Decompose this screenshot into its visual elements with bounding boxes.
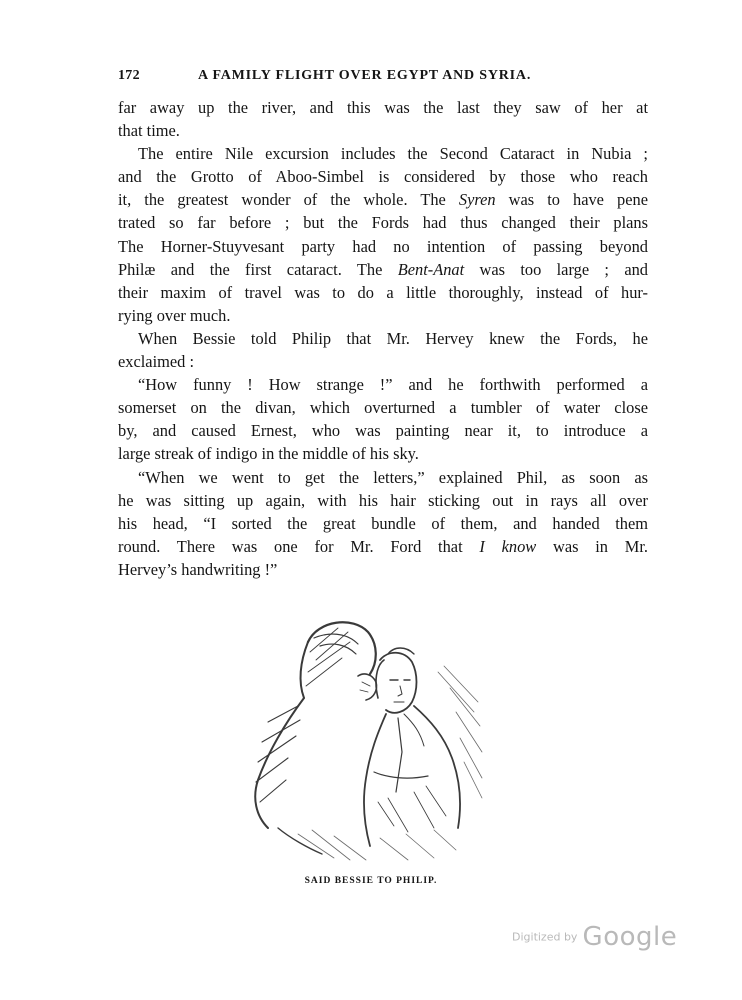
text-line: trated so far before ; but the Fords had thus changed their plans [118, 213, 648, 233]
text-line [118, 258, 648, 281]
text-line: he was sitting up again, with his hair sticking out in rays all over [118, 490, 648, 510]
paragraph-3 [118, 327, 648, 373]
text-run: was too large ; and [479, 259, 648, 279]
ship-name: Bent-Anat [397, 259, 465, 279]
body-text [118, 96, 648, 581]
text-line: Hervey’s handwriting !” [118, 559, 278, 579]
page-number: 172 [118, 68, 140, 83]
text-line: and the Grotto of Aboo-Simbel is considered by those who reach [118, 167, 648, 187]
text-run: Philæ and the first cataract. The [118, 259, 383, 279]
text-line: their maxim of travel was to do a little thoroughly, instead of hur- [118, 282, 648, 302]
text-line: somerset on the divan, which overturned a tumbler of water close [118, 398, 648, 418]
digitized-watermark [512, 922, 677, 952]
text-line [118, 535, 648, 558]
text-line: “How funny ! How strange !” and he forthwith performed a [138, 375, 648, 395]
text-line: large streak of indigo in the middle of his sky. [118, 444, 419, 464]
sketch-illustration [238, 602, 488, 866]
text-run: it, the greatest wonder of the whole. The [118, 190, 446, 210]
text-line: The entire Nile excursion includes the Second Cataract in Nubia ; [138, 144, 648, 164]
illustration-caption: SAID BESSIE TO PHILIP. [304, 876, 438, 886]
paragraph-2 [118, 142, 648, 327]
text-line: “When we went to get the letters,” explained Phil, as soon as [138, 467, 648, 487]
text-line: The Horner-Stuyvesant party had no intention of passing beyond [118, 236, 648, 256]
paragraph-4 [118, 373, 648, 465]
google-logo: Google [582, 922, 678, 952]
text-line: When Bessie told Philip that Mr. Hervey knew the Fords, he [138, 328, 648, 348]
text-run: was to have pene [508, 190, 648, 210]
running-title: A FAMILY FLIGHT OVER EGYPT AND SYRIA. [198, 68, 532, 83]
text-run: was in Mr. [552, 536, 648, 556]
paragraph-1 [118, 96, 648, 142]
text-line: rying over much. [118, 305, 231, 325]
text-run: round. There was one for Mr. Ford that [118, 536, 463, 556]
text-line [118, 188, 648, 211]
text-line: that time. [118, 121, 180, 141]
emphasis: I know [479, 536, 537, 556]
text-line: far away up the river, and this was the last they saw of her at [118, 98, 648, 117]
watermark-prefix: Digitized by [512, 930, 578, 944]
ship-name: Syren [458, 190, 496, 210]
text-line: by, and caused Ernest, who was painting near it, to introduce a [118, 421, 648, 441]
page-header [118, 68, 648, 88]
text-line: his head, “I sorted the great bundle of them, and handed them [118, 513, 648, 533]
text-line: exclaimed : [118, 352, 194, 372]
paragraph-5 [118, 466, 648, 581]
